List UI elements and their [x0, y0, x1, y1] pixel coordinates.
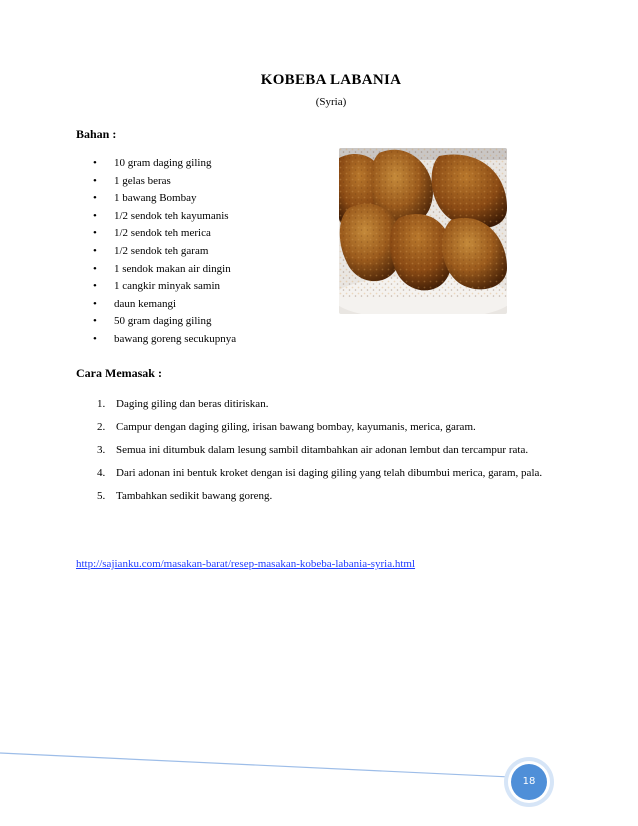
- bullet-icon: •: [93, 262, 97, 275]
- ingredient-text: 1/2 sendok teh garam: [114, 244, 209, 257]
- ingredient-item: [90, 331, 236, 349]
- ingredient-item: [90, 243, 236, 261]
- method-step: [97, 462, 567, 485]
- bullet-icon: •: [93, 174, 97, 187]
- ingredient-item: [90, 225, 236, 243]
- bullet-icon: •: [93, 192, 97, 205]
- ingredient-text: 1/2 sendok teh merica: [114, 227, 211, 240]
- method-steps: [97, 393, 567, 508]
- ingredient-item: [90, 173, 236, 191]
- ingredient-item: [90, 155, 236, 173]
- recipe-title: KOBEBA LABANIA: [260, 72, 402, 88]
- ingredient-item: [90, 190, 236, 208]
- bullet-icon: •: [93, 244, 97, 257]
- ingredient-text: bawang goreng secukupnya: [114, 332, 237, 345]
- page-number: 18: [522, 776, 536, 787]
- step-text: Dari adonan ini bentuk kroket dengan isi daging giling yang telah dibumbui merica, garam, pala.: [116, 467, 543, 479]
- ingredient-item: [90, 261, 236, 279]
- bullet-icon: •: [93, 157, 97, 169]
- kobeba-photo: [339, 148, 507, 314]
- bullet-icon: •: [93, 227, 97, 240]
- method-step: [97, 393, 567, 416]
- ingredient-item: [90, 313, 236, 331]
- method-step: [97, 439, 567, 462]
- bullet-icon: •: [93, 332, 97, 345]
- ingredient-list: [90, 155, 236, 349]
- bullet-icon: •: [93, 209, 97, 222]
- ingredient-text: 1 bawang Bombay: [114, 192, 197, 205]
- recipe-origin: (Syria): [315, 96, 347, 108]
- ingredients-heading: Bahan :: [76, 127, 117, 141]
- ingredient-item: [90, 208, 236, 226]
- step-number: 2.: [97, 421, 106, 433]
- step-text: Campur dengan daging giling, irisan bawang bombay, kayumanis, merica, garam.: [116, 421, 476, 433]
- ingredient-text: 1/2 sendok teh kayumanis: [114, 209, 229, 222]
- bullet-icon: •: [93, 280, 97, 293]
- ingredient-text: 1 cangkir minyak samin: [114, 280, 221, 293]
- ingredient-item: [90, 296, 236, 314]
- step-text: Semua ini ditumbuk dalam lesung sambil ditambahkan air adonan lembut dan tercampur rata.: [116, 444, 529, 456]
- method-heading: Cara Memasak :: [76, 366, 162, 380]
- ingredient-text: 10 gram daging giling: [114, 157, 212, 169]
- bullet-icon: •: [93, 297, 97, 310]
- step-number: 1.: [97, 398, 106, 410]
- step-text: Tambahkan sedikit bawang goreng.: [116, 490, 273, 502]
- step-number: 3.: [97, 444, 106, 456]
- bullet-icon: •: [93, 315, 97, 328]
- ingredient-item: [90, 278, 236, 296]
- step-number: 5.: [97, 490, 106, 502]
- step-number: 4.: [97, 467, 106, 479]
- step-text: Daging giling dan beras ditiriskan.: [116, 398, 269, 410]
- method-step: [97, 416, 567, 439]
- ingredient-text: daun kemangi: [114, 297, 177, 310]
- ingredient-text: 50 gram daging giling: [114, 315, 212, 328]
- ingredient-text: 1 sendok makan air dingin: [114, 262, 231, 275]
- source-link[interactable]: http://sajianku.com/masakan-barat/resep-masakan-kobeba-labania-syria.html: [76, 558, 416, 570]
- ingredient-text: 1 gelas beras: [114, 174, 171, 187]
- method-step: [97, 485, 567, 508]
